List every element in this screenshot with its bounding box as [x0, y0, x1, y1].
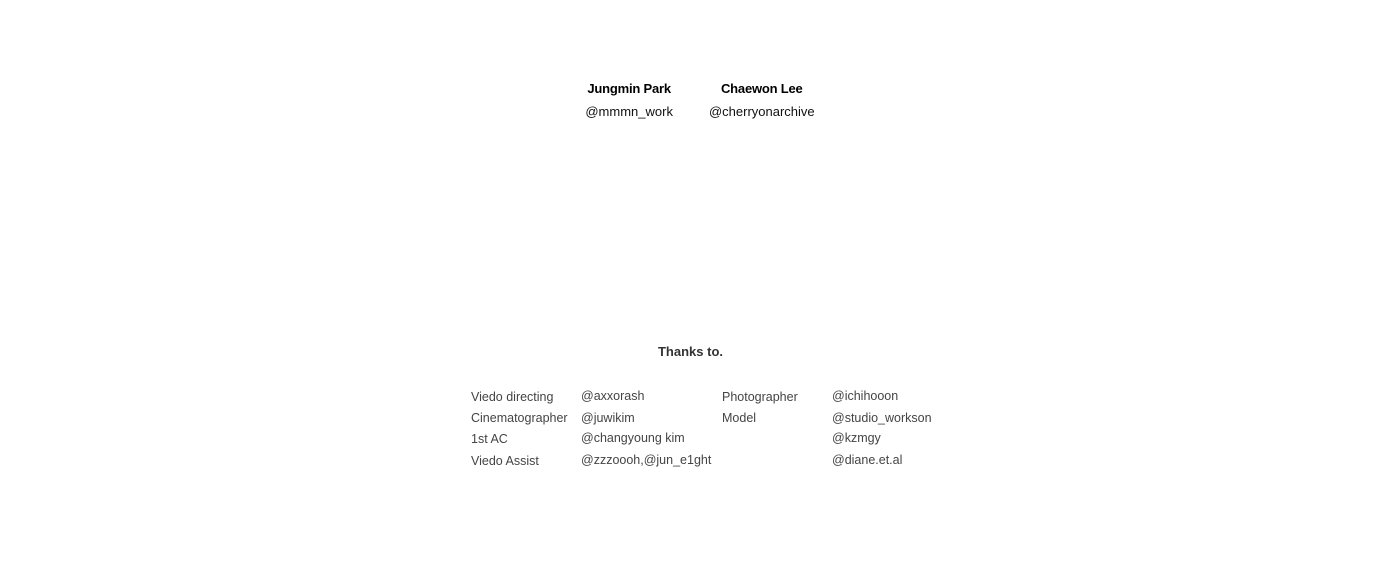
role-video-assist: Viedo Assist [471, 454, 539, 468]
handle-link[interactable]: @changyoung kim [581, 431, 685, 445]
handle-link[interactable]: @kzmgy [832, 431, 881, 445]
handle-link[interactable]: @ichihooon [832, 389, 899, 403]
thanks-title: Thanks to. [657, 344, 723, 359]
credit-name: Jungmin Park [587, 81, 671, 96]
credit-handle-link[interactable]: @cherryonarchive [708, 104, 815, 119]
credit-jungmin-park [585, 80, 673, 121]
credit-name: Chaewon Lee [720, 81, 803, 96]
role-1st-ac: 1st AC [471, 432, 508, 446]
role-cinematographer: Cinematographer [471, 411, 568, 425]
thanks-list [471, 387, 951, 477]
handle-link[interactable]: @diane.et.al [832, 453, 903, 467]
role-video-directing: Viedo directing [471, 390, 554, 404]
role-model: Model [722, 411, 757, 425]
credit-handle-link[interactable]: @mmmn_work [585, 104, 673, 119]
handle-link[interactable]: @juwikim [581, 411, 635, 425]
role-photographer: Photographer [722, 390, 798, 404]
credits-section [0, 80, 1400, 121]
credit-chaewon-lee [709, 80, 815, 121]
handle-link[interactable]: @zzzoooh,@jun_e1ght [581, 453, 712, 467]
handle-link[interactable]: @axxorash [581, 389, 645, 403]
handle-link[interactable]: @studio_workson [832, 411, 932, 425]
